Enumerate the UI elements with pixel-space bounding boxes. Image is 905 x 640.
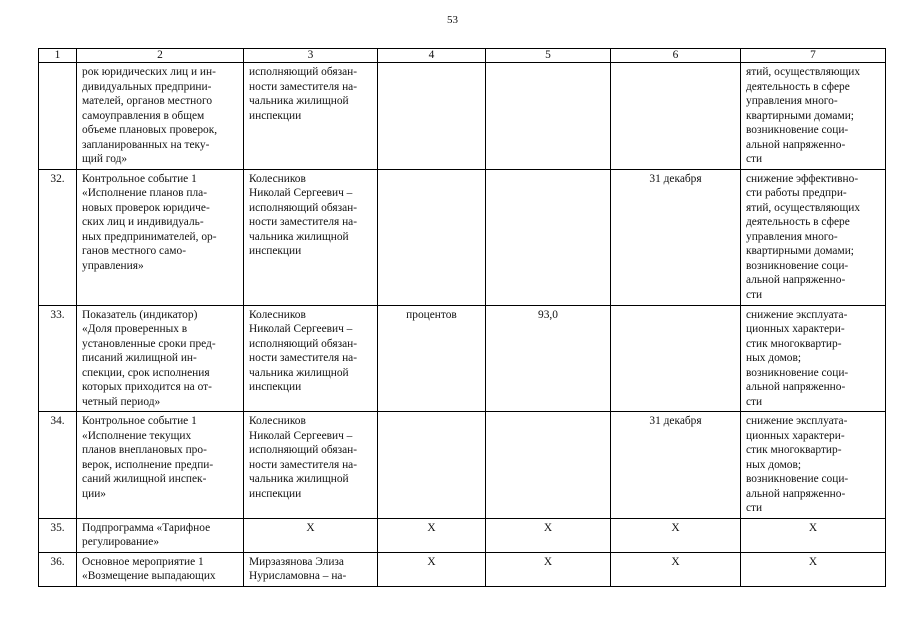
- responsible-cell: исполняющий обязан- ности заместителя на- чальника жилищной инспекции: [244, 63, 378, 170]
- table-row: [39, 552, 886, 586]
- date-cell: 31 декабря: [611, 412, 741, 519]
- table-row: [39, 412, 886, 519]
- risk-cell: ятий, осуществляющих деятельность в сфере управления много- квартирными домами; возникновение соци- альной напряженно- сти: [741, 63, 886, 170]
- header-cell: 4: [378, 49, 486, 63]
- risk-cell: Х: [741, 518, 886, 552]
- unit-cell: процентов: [378, 305, 486, 412]
- header-cell: 1: [39, 49, 77, 63]
- header-cell: 7: [741, 49, 886, 63]
- risk-cell: снижение эффективно- сти работы предпри- ятий, осуществляющих деятельность в сфере управления много- квартирными домами; возникновение соци- альной напряженно- сти: [741, 169, 886, 305]
- value-cell: 93,0: [486, 305, 611, 412]
- responsible-cell: Х: [244, 518, 378, 552]
- unit-cell: [378, 169, 486, 305]
- event-cell: Подпрограмма «Тарифное регулирование»: [77, 518, 244, 552]
- row-number: 32.: [39, 169, 77, 305]
- date-cell: Х: [611, 552, 741, 586]
- value-cell: [486, 412, 611, 519]
- row-number: 34.: [39, 412, 77, 519]
- event-cell: Показатель (индикатор) «Доля проверенных в установленные сроки пред- писаний жилищной ин- спекции, срок исполнения которых приходится на от- четный период»: [77, 305, 244, 412]
- date-cell: Х: [611, 518, 741, 552]
- page-number: 53: [447, 14, 458, 26]
- table-row: [39, 305, 886, 412]
- unit-cell: Х: [378, 518, 486, 552]
- row-number: 36.: [39, 552, 77, 586]
- row-number: [39, 63, 77, 170]
- responsible-cell: Колесников Николай Сергеевич – исполняющий обязан- ности заместителя на- чальника жилищной инспекции: [244, 305, 378, 412]
- event-cell: Контрольное событие 1 «Исполнение планов пла- новых проверок юридиче- ских лиц и индивидуаль- ных предпринимателей, ор- ганов местного само- управления»: [77, 169, 244, 305]
- row-number: 35.: [39, 518, 77, 552]
- value-cell: Х: [486, 518, 611, 552]
- table-row: [39, 63, 886, 170]
- row-number: 33.: [39, 305, 77, 412]
- value-cell: Х: [486, 552, 611, 586]
- responsible-cell: Колесников Николай Сергеевич – исполняющий обязан- ности заместителя на- чальника жилищной инспекции: [244, 169, 378, 305]
- event-cell: Контрольное событие 1 «Исполнение текущих планов внеплановых про- верок, исполнение предпи- саний жилищной инспек- ции»: [77, 412, 244, 519]
- risk-cell: снижение эксплуата- ционных характери- стик многоквартир- ных домов; возникновение соци- альной напряженно- сти: [741, 412, 886, 519]
- header-cell: 5: [486, 49, 611, 63]
- header-cell: 2: [77, 49, 244, 63]
- unit-cell: Х: [378, 552, 486, 586]
- value-cell: [486, 169, 611, 305]
- event-cell: рок юридических лиц и ин- дивидуальных предприни- мателей, органов местного самоуправления в общем объеме плановых проверок, запланированных на теку- щий год»: [77, 63, 244, 170]
- table-row: [39, 169, 886, 305]
- responsible-cell: Мирзазянова Элиза Нурисламовна – на-: [244, 552, 378, 586]
- responsible-cell: Колесников Николай Сергеевич – исполняющий обязан- ности заместителя на- чальника жилищной инспекции: [244, 412, 378, 519]
- risk-cell: Х: [741, 552, 886, 586]
- unit-cell: [378, 63, 486, 170]
- event-cell: Основное мероприятие 1 «Возмещение выпадающих: [77, 552, 244, 586]
- date-cell: [611, 63, 741, 170]
- risk-cell: снижение эксплуата- ционных характери- стик многоквартир- ных домов; возникновение соци- альной напряженно- сти: [741, 305, 886, 412]
- date-cell: 31 декабря: [611, 169, 741, 305]
- header-cell: 6: [611, 49, 741, 63]
- plan-table: [38, 48, 886, 587]
- header-cell: 3: [244, 49, 378, 63]
- value-cell: [486, 63, 611, 170]
- unit-cell: [378, 412, 486, 519]
- table-row: [39, 518, 886, 552]
- header-row: [39, 49, 886, 63]
- date-cell: [611, 305, 741, 412]
